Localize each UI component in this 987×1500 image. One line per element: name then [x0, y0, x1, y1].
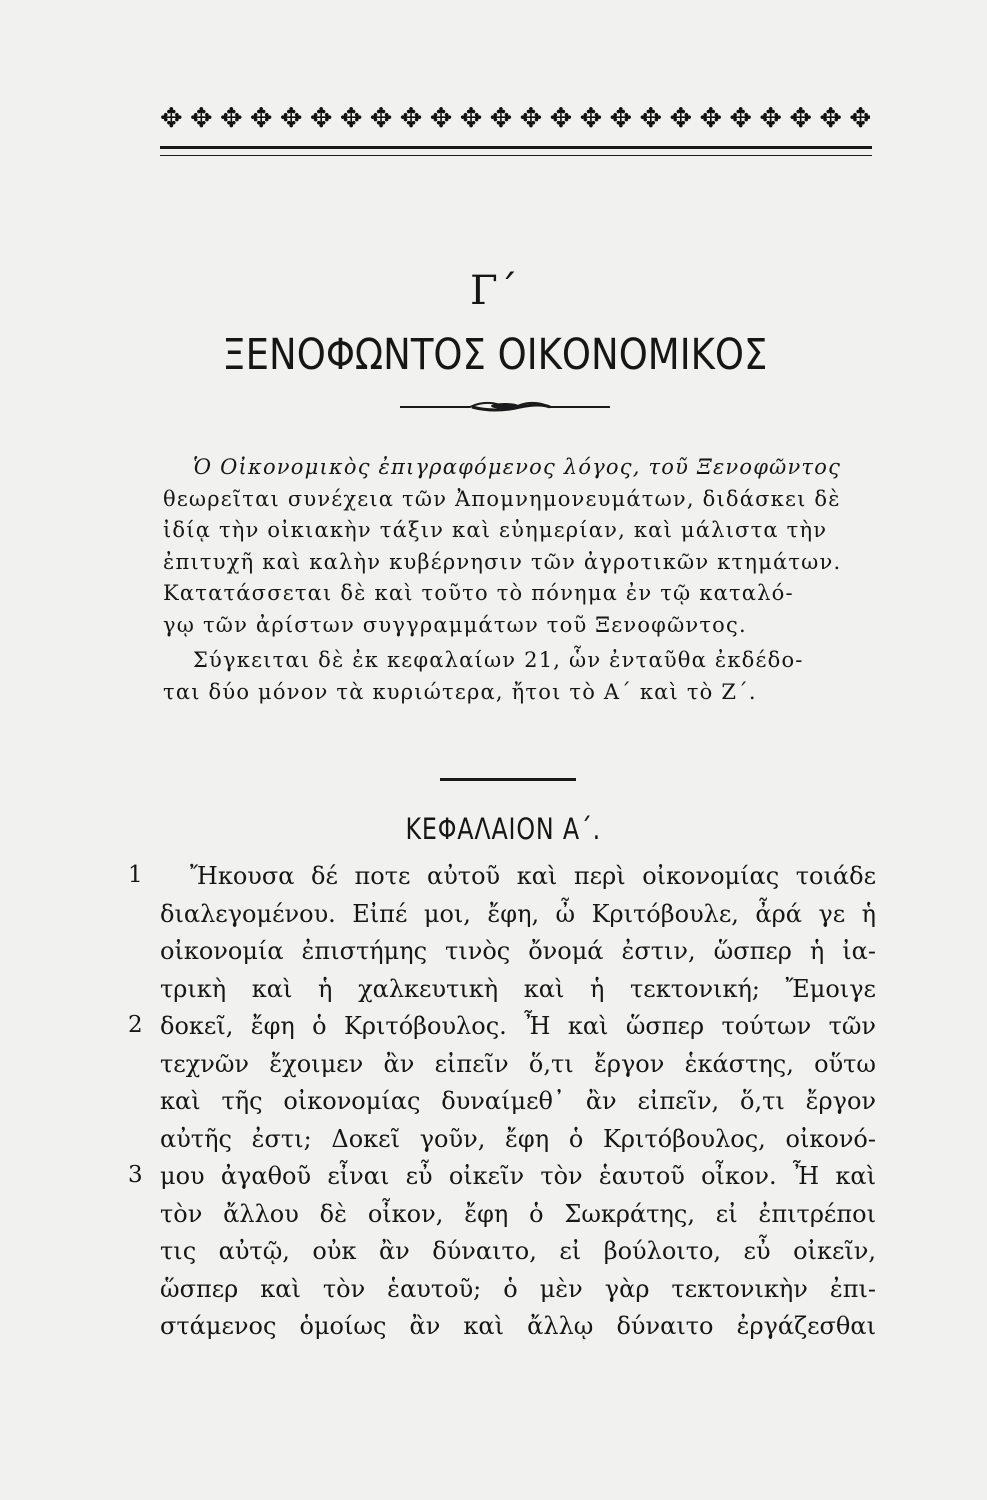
title-flourish-icon [400, 396, 610, 416]
paragraph-number: 1 [128, 862, 143, 888]
fleuron-icon: ✥ [160, 102, 181, 134]
fleuron-icon: ✥ [459, 102, 481, 134]
fleuron-icon: ✥ [699, 102, 721, 134]
fleuron-icon: ✥ [339, 102, 361, 134]
page-title: ΞΕΝΟΦΩΝΤΟΣ ΟΙΚΟΝΟΜΙΚΟΣ [222, 330, 768, 380]
body-line: τὸν ἄλλου δὲ οἶκον, ἔφη ὁ Σωκράτης, εἰ ἐπιτρέποι [160, 1199, 876, 1228]
intro-line: θεωρεῖται συνέχεια τῶν Ἀπομνημονευμάτων, διδάσκει δὲ [163, 486, 841, 511]
fleuron-icon: ✥ [549, 102, 571, 134]
ornament-rule-thick [160, 146, 872, 149]
fleuron-icon: ✥ [219, 102, 241, 134]
ornament-rule-thin [160, 155, 872, 156]
intro-paragraph [163, 452, 875, 641]
intro-line: ἰδίᾳ τὴν οἰκιακὴν τάξιν καὶ εὐημερίαν, καὶ μάλιστα τὴν [163, 518, 828, 542]
fleuron-icon: ✥ [519, 102, 541, 134]
paragraph-number: 2 [128, 1012, 143, 1038]
intro-line: Σύγκειται δὲ ἐκ κεφαλαίων 21, ὧν ἐνταῦθα ἐκδέδο- [193, 648, 804, 672]
fleuron-icon: ✥ [639, 102, 661, 134]
body-line: διαλεγομένου. Εἰπέ μοι, ἔφη, ὦ Κριτόβουλε, ἆρά γε ἡ [160, 899, 876, 928]
intro-paragraph [163, 645, 875, 708]
body-line: ὥσπερ καὶ τὸν ἑαυτοῦ; ὁ μὲν γὰρ τεκτονικὴν ἐπι- [160, 1274, 876, 1303]
fleuron-icon: ✥ [279, 102, 301, 134]
body-line: Ἤκουσα δέ ποτε αὐτοῦ καὶ περὶ οἰκονομίας τοιάδε [190, 862, 876, 890]
fleuron-icon: ✥ [849, 102, 870, 134]
fleuron-icon: ✥ [789, 102, 810, 134]
chapter-body [160, 858, 876, 1346]
fleuron-icon: ✥ [759, 102, 780, 134]
intro-line: ται δύο μόνον τὰ κυριώτερα, ἤτοι τὸ Α΄ καὶ τὸ Ζ΄. [163, 679, 757, 704]
body-line: αὐτῆς ἐστι; Δοκεῖ γοῦν, ἔφη ὁ Κριτόβουλος, οἰκονό- [160, 1124, 876, 1153]
body-line: οἰκονομία ἐπιστήμης τινὸς ὄνομά ἐστιν, ὥσπερ ἡ ἰα- [160, 937, 876, 965]
fleuron-ornament-band [160, 96, 870, 140]
body-line: στάμενος ὁμοίως ἂν καὶ ἄλλῳ δύναιτο ἐργάζεσθαι [160, 1312, 876, 1340]
fleuron-icon: ✥ [369, 102, 391, 134]
body-line: τρικὴ καὶ ἡ χαλκευτικὴ καὶ ἡ τεκτονική; Ἔμοιγε [160, 974, 876, 1003]
body-line: τεχνῶν ἔχοιμεν ἂν εἰπεῖν ὅ,τι ἔργον ἑκάστης, οὕτω [160, 1049, 876, 1078]
fleuron-icon: ✥ [399, 102, 421, 134]
chapter-heading-text: ΚΕΦΑΛΑΙΟΝ Α΄. [405, 812, 602, 846]
fleuron-icon: ✥ [489, 102, 511, 134]
intro-line: Ὁ Οἰκονομικὸς ἐπιγραφόμενος λόγος, τοῦ Ξενοφῶντος [193, 455, 842, 479]
body-line: καὶ τῆς οἰκονομίας δυναίμεθ᾽ ἂν εἰπεῖν, ὅ,τι ἔργον [160, 1087, 876, 1115]
section-divider [440, 778, 576, 781]
introduction [163, 452, 875, 708]
intro-line: ἐπιτυχῆ καὶ καλὴν κυβέρνησιν τῶν ἀγροτικῶν κτημάτων. [163, 549, 842, 574]
section-letter: Γ΄ [470, 268, 518, 314]
intro-line: γῳ τῶν ἀρίστων συγγραμμάτων τοῦ Ξενοφῶντος. [163, 612, 747, 637]
body-line: δοκεῖ, ἔφη ὁ Κριτόβουλος. Ἦ καὶ ὥσπερ τούτων τῶν [160, 1012, 876, 1040]
fleuron-icon: ✥ [309, 102, 331, 134]
fleuron-icon: ✥ [579, 102, 601, 134]
fleuron-icon: ✥ [729, 102, 751, 134]
chapter-heading [0, 812, 987, 846]
fleuron-icon: ✥ [669, 102, 691, 134]
fleuron-icon: ✥ [819, 102, 840, 134]
paragraph-number: 3 [128, 1162, 143, 1188]
body-line: μου ἀγαθοῦ εἶναι εὖ οἰκεῖν τὸν ἑαυτοῦ οἶκον. Ἦ καὶ [160, 1162, 876, 1190]
fleuron-icon: ✥ [429, 102, 451, 134]
fleuron-icon: ✥ [249, 102, 271, 134]
intro-line: Κατατάσσεται δὲ καὶ τοῦτο τὸ πόνημα ἐν τῷ καταλό- [163, 581, 794, 605]
fleuron-icon: ✥ [189, 102, 211, 134]
body-line: τις αὐτῷ, οὐκ ἂν δύναιτο, εἰ βούλοιτο, εὖ οἰκεῖν, [160, 1237, 876, 1265]
fleuron-icon: ✥ [609, 102, 631, 134]
